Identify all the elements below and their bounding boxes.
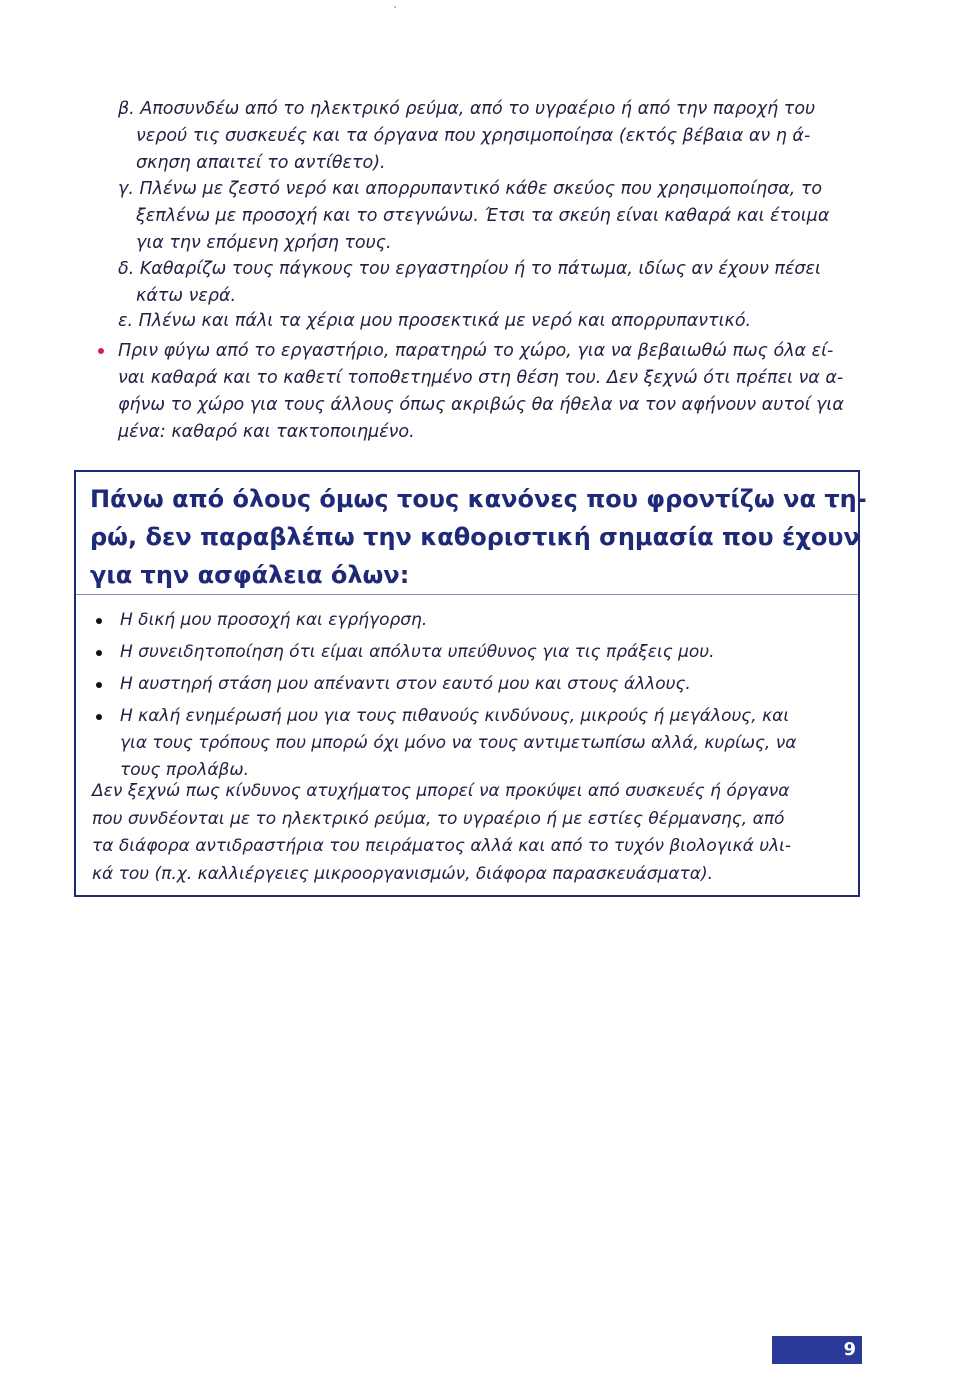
heading-divider — [76, 594, 858, 595]
bullet-icon — [96, 682, 102, 688]
list-line: ξεπλένω με προσοχή και το στεγνώνω. Έτσι τα σκεύη είναι καθαρά και έτοιμα — [136, 206, 830, 226]
safety-list-item — [120, 671, 691, 698]
safety-line: Η αυστηρή στάση μου απέναντι στον εαυτό μου και στους άλλους. — [120, 674, 691, 694]
heading-line: ρώ, δεν παραβλέπω την καθοριστική σημασία που έχουν — [90, 523, 860, 551]
list-item-gamma — [118, 176, 829, 257]
scan-speck — [394, 6, 396, 8]
paragraph-line: Πριν φύγω από το εργαστήριο, παρατηρώ το χώρο, για να βεβαιωθώ πως όλα εί- — [118, 341, 834, 361]
safety-list-item — [120, 639, 715, 666]
bullet-icon — [98, 348, 104, 354]
paragraph-line: φήνω το χώρο για τους άλλους όπως ακριβώς θα ήθελα να τον αφήνουν αυτοί για — [118, 395, 844, 415]
safety-line: Η καλή ενημέρωσή μου για τους πιθανούς κινδύνους, μικρούς ή μεγάλους, και — [120, 706, 790, 726]
closing-line: που συνδέονται με το ηλεκτρικό ρεύμα, το υγραέριο ή με εστίες θέρμανσης, από — [92, 808, 785, 829]
safety-box-heading — [90, 480, 867, 594]
bullet-paragraph — [118, 338, 844, 446]
list-item-beta — [118, 96, 815, 177]
heading-line: Πάνω από όλους όμως τους κανόνες που φροντίζω να τη- — [90, 485, 867, 513]
closing-line: κά του (π.χ. καλλιέργειες μικροοργανισμών, διάφορα παρασκευάσματα). — [92, 863, 714, 884]
page-number: 9 — [772, 1336, 862, 1364]
list-item-delta — [118, 256, 821, 310]
heading-line: για την ασφάλεια όλων: — [90, 561, 410, 589]
paragraph-line: μένα: καθαρό και τακτοποιημένο. — [118, 422, 415, 442]
paragraph-line: ναι καθαρά και το καθετί τοποθετημένο στη θέση του. Δεν ξεχνώ ότι πρέπει να α- — [118, 368, 844, 388]
safety-line: τους προλάβω. — [120, 760, 250, 780]
list-item-epsilon — [118, 308, 751, 335]
list-line: σκηση απαιτεί το αντίθετο). — [136, 153, 386, 173]
safety-line: για τους τρόπους που μπορώ όχι μόνο να τους αντιμετωπίσω αλλά, κυρίως, να — [120, 733, 797, 753]
list-line: ε. Πλένω και πάλι τα χέρια μου προσεκτικά με νερό και απορρυπαντικό. — [118, 311, 752, 331]
bullet-icon — [96, 618, 102, 624]
list-line: κάτω νερά. — [136, 286, 237, 306]
safety-line: Η συνειδητοποίηση ότι είμαι απόλυτα υπεύθυνος για τις πράξεις μου. — [120, 642, 715, 662]
list-line: για την επόμενη χρήση τους. — [136, 233, 392, 253]
safety-list-item — [120, 703, 796, 784]
bullet-icon — [96, 650, 102, 656]
list-line: γ. Πλένω με ζεστό νερό και απορρυπαντικό κάθε σκεύος που χρησιμοποίησα, το — [118, 179, 823, 199]
safety-list-item — [120, 607, 427, 634]
list-line: νερού τις συσκευές και τα όργανα που χρησιμοποίησα (εκτός βέβαια αν η ά- — [136, 126, 811, 146]
list-line: δ. Καθαρίζω τους πάγκους του εργαστηρίου ή το πάτωμα, ιδίως αν έχουν πέσει — [118, 259, 821, 279]
bullet-icon — [96, 714, 102, 720]
safety-line: Η δική μου προσοχή και εγρήγορση. — [120, 610, 428, 630]
closing-line: τα διάφορα αντιδραστήρια του πειράματος αλλά και από το τυχόν βιολογικά υλι- — [92, 836, 792, 856]
closing-line: Δεν ξεχνώ πως κίνδυνος ατυχήματος μπορεί να προκύψει από συσκευές ή όργανα — [92, 781, 790, 801]
list-line: β. Αποσυνδέω από το ηλεκτρικό ρεύμα, από το υγραέριο ή από την παροχή του — [118, 99, 816, 119]
safety-closing-paragraph — [92, 778, 852, 888]
